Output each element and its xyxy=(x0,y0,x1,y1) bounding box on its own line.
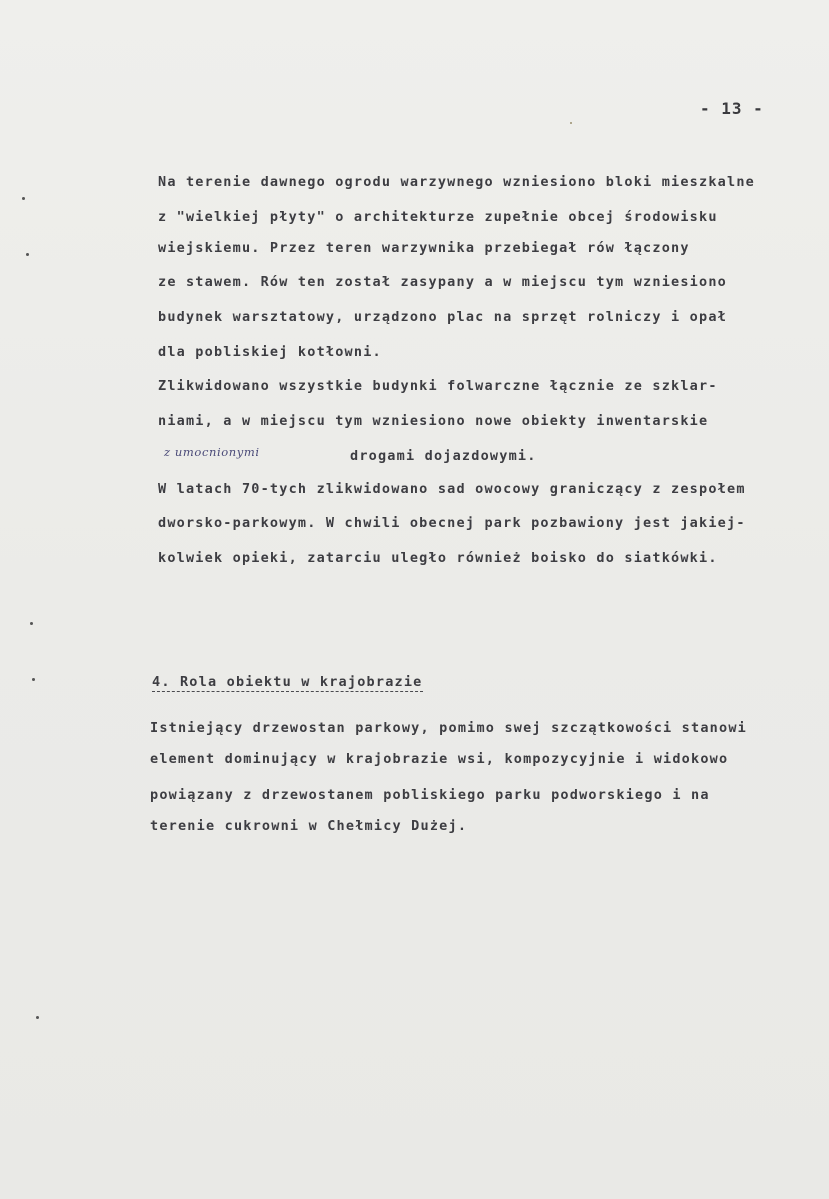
text-line: budynek warsztatowy, urządzono plac na sprzęt rolniczy i opał xyxy=(158,309,727,325)
text-line: powiązany z drzewostanem pobliskiego parku podworskiego i na xyxy=(150,787,710,803)
text-line: z "wielkiej płyty" o architekturze zupełnie obcej środowisku xyxy=(158,209,718,225)
text-line: niami, a w miejscu tym wzniesiono nowe obiekty inwentarskie xyxy=(158,413,709,429)
handwritten-insert: z umocnionymi xyxy=(164,445,260,459)
text-line: terenie cukrowni w Chełmicy Dużej. xyxy=(150,818,468,834)
text-line: ze stawem. Rów ten został zasypany a w miejscu tym wzniesiono xyxy=(158,274,727,290)
text-line: Na terenie dawnego ogrodu warzywnego wzniesiono bloki mieszkalne xyxy=(158,174,755,190)
margin-mark xyxy=(36,1016,39,1019)
text-line: element dominujący w krajobrazie wsi, kompozycyjnie i widokowo xyxy=(150,751,729,767)
paper-speck xyxy=(570,122,572,124)
text-line: Istniejący drzewostan parkowy, pomimo swej szczątkowości stanowi xyxy=(150,720,747,736)
text-line: drogami dojazdowymi. xyxy=(350,448,537,464)
margin-mark xyxy=(22,197,25,200)
margin-mark xyxy=(30,622,33,625)
margin-mark xyxy=(32,678,35,681)
text-line: dworsko-parkowym. W chwili obecnej park pozbawiony jest jakiej- xyxy=(158,515,746,531)
text-line: wiejskiemu. Przez teren warzywnika przebiegał rów łączony xyxy=(158,240,690,256)
page-number: - 13 - xyxy=(700,99,764,118)
margin-mark xyxy=(26,253,29,256)
section-heading: 4. Rola obiektu w krajobrazie xyxy=(152,674,423,690)
text-line: Zlikwidowano wszystkie budynki folwarczne łącznie ze szklar- xyxy=(158,378,718,394)
text-line: dla pobliskiej kotłowni. xyxy=(158,344,382,360)
text-line: W latach 70-tych zlikwidowano sad owocowy graniczący z zespołem xyxy=(158,481,746,497)
text-line: kolwiek opieki, zatarciu uległo również boisko do siatkówki. xyxy=(158,550,718,566)
